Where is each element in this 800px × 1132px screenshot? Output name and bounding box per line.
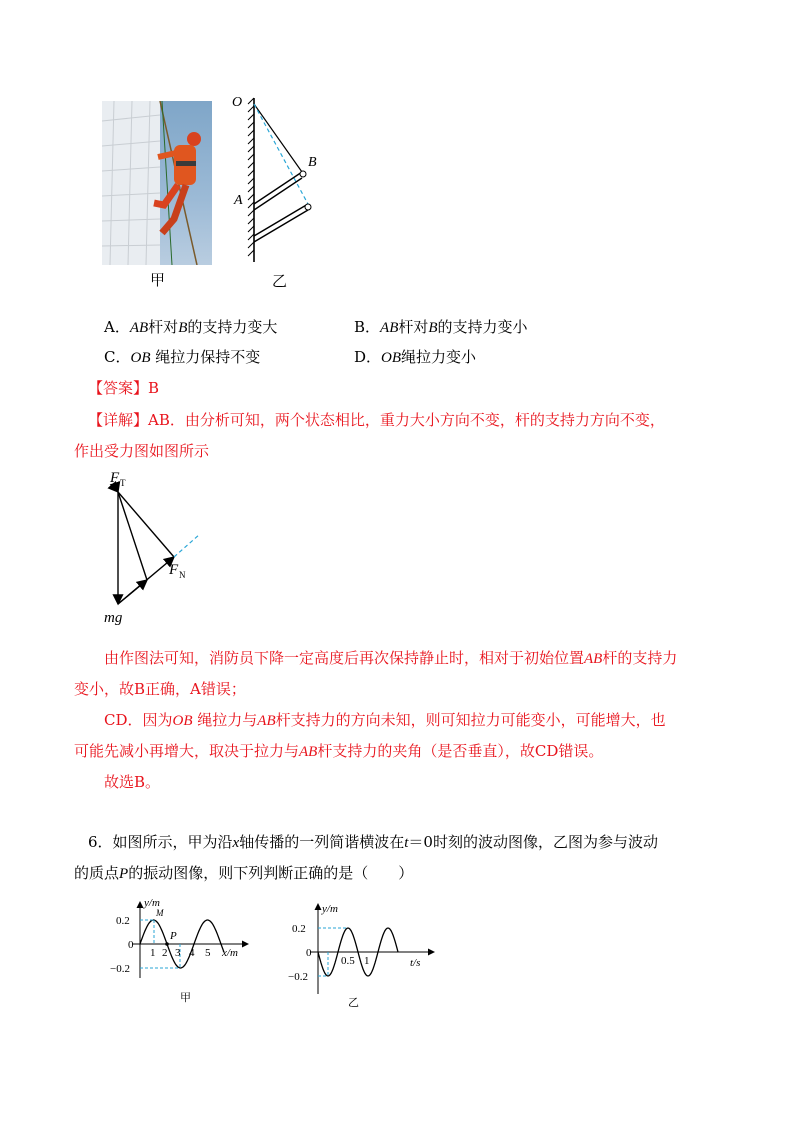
label-ft: F (110, 470, 120, 486)
jia-ylabel: y/m (144, 898, 160, 909)
point-p-label: P (170, 930, 177, 942)
detail-para4: 故选B。 (104, 773, 161, 791)
q6-line-1: 6．如图所示，甲为沿x轴传播的一列简谐横波在t＝0时刻的波动图像，乙图为参与波动 (88, 833, 658, 851)
detail-para2-line2: 变小，故B正确，A错误； (74, 680, 246, 698)
detail-para3-line2: 可能先减小再增大，取决于拉力与AB杆支持力的夹角（是否垂直），故CD错误。 (74, 742, 604, 760)
figure-caption-yi: 乙 (272, 272, 288, 290)
jia-xtick-3: 3 (175, 947, 181, 959)
rope-ob (254, 104, 302, 172)
q6-line-2: 的质点P的振动图像，则下列判断正确的是（ ） (74, 864, 414, 882)
jia-xtick-2: 2 (162, 947, 168, 959)
detail-line-2: 作出受力图如图所示 (74, 442, 210, 460)
label-fn-sub: N (179, 570, 186, 580)
label-fn: F (169, 562, 179, 578)
detail-line-1: 【详解】AB．由分析可知，两个状态相比，重力大小方向不变，杆的支持力方向不变， (88, 411, 665, 429)
force-fn-arrow-long (118, 557, 174, 604)
label-a: A (234, 193, 243, 208)
label-b: B (308, 155, 317, 170)
jia-xtick-1: 1 (150, 947, 156, 959)
jia-ytick-neg0.2: −0.2 (110, 963, 130, 975)
figure-caption-jia: 甲 (150, 271, 166, 289)
force-diagram (96, 462, 226, 632)
yi-xtick-1: 1 (364, 955, 370, 967)
yi-ylabel: y/m (322, 903, 338, 915)
jia-xtick-5: 5 (205, 947, 211, 959)
yi-ytick-0.2: 0.2 (292, 923, 306, 935)
label-ft-sub: T (120, 478, 126, 488)
vibration-graph-yi (284, 898, 444, 1008)
firefighter-photo (102, 101, 212, 265)
wave-graph-jia (108, 898, 258, 1008)
option-b[interactable]: B．AB杆对B的支持力变小 (354, 318, 528, 336)
yi-ytick-0: 0 (306, 947, 312, 959)
force-ft-arrow-2 (118, 492, 174, 557)
option-a[interactable]: A．AB杆对B的支持力变大 (104, 318, 278, 336)
jia-xlabel: x/m (222, 947, 238, 959)
label-o: O (232, 95, 243, 110)
point-m-label: M (156, 908, 164, 918)
yi-xtick-0.5: 0.5 (341, 955, 355, 967)
wall-rod-diagram (228, 92, 338, 292)
force-ft-arrow-1 (118, 492, 147, 580)
detail-para2-line1: 由作图法可知，消防员下降一定高度后再次保持静止时，相对于初始位置AB杆的支持力 (104, 649, 678, 667)
rope-dashed (254, 104, 308, 204)
detail-para3-line1: CD．因为OB 绳拉力与AB杆支持力的方向未知，则可知拉力可能变小，可能增大，也 (104, 711, 666, 729)
jia-caption: 甲 (180, 992, 191, 1004)
yi-xlabel: t/s (410, 957, 421, 969)
yi-ytick-neg0.2: −0.2 (288, 971, 308, 983)
jia-ytick-0: 0 (128, 939, 134, 951)
option-c[interactable]: C．OB 绳拉力保持不变 (104, 348, 261, 366)
option-d[interactable]: D．OB绳拉力变小 (354, 348, 477, 366)
jia-ytick-0.2: 0.2 (116, 915, 130, 927)
jia-xtick-4: 4 (189, 947, 195, 959)
label-mg: mg (104, 610, 123, 626)
yi-caption: 乙 (348, 997, 359, 1008)
answer-line: 【答案】B (88, 379, 160, 397)
